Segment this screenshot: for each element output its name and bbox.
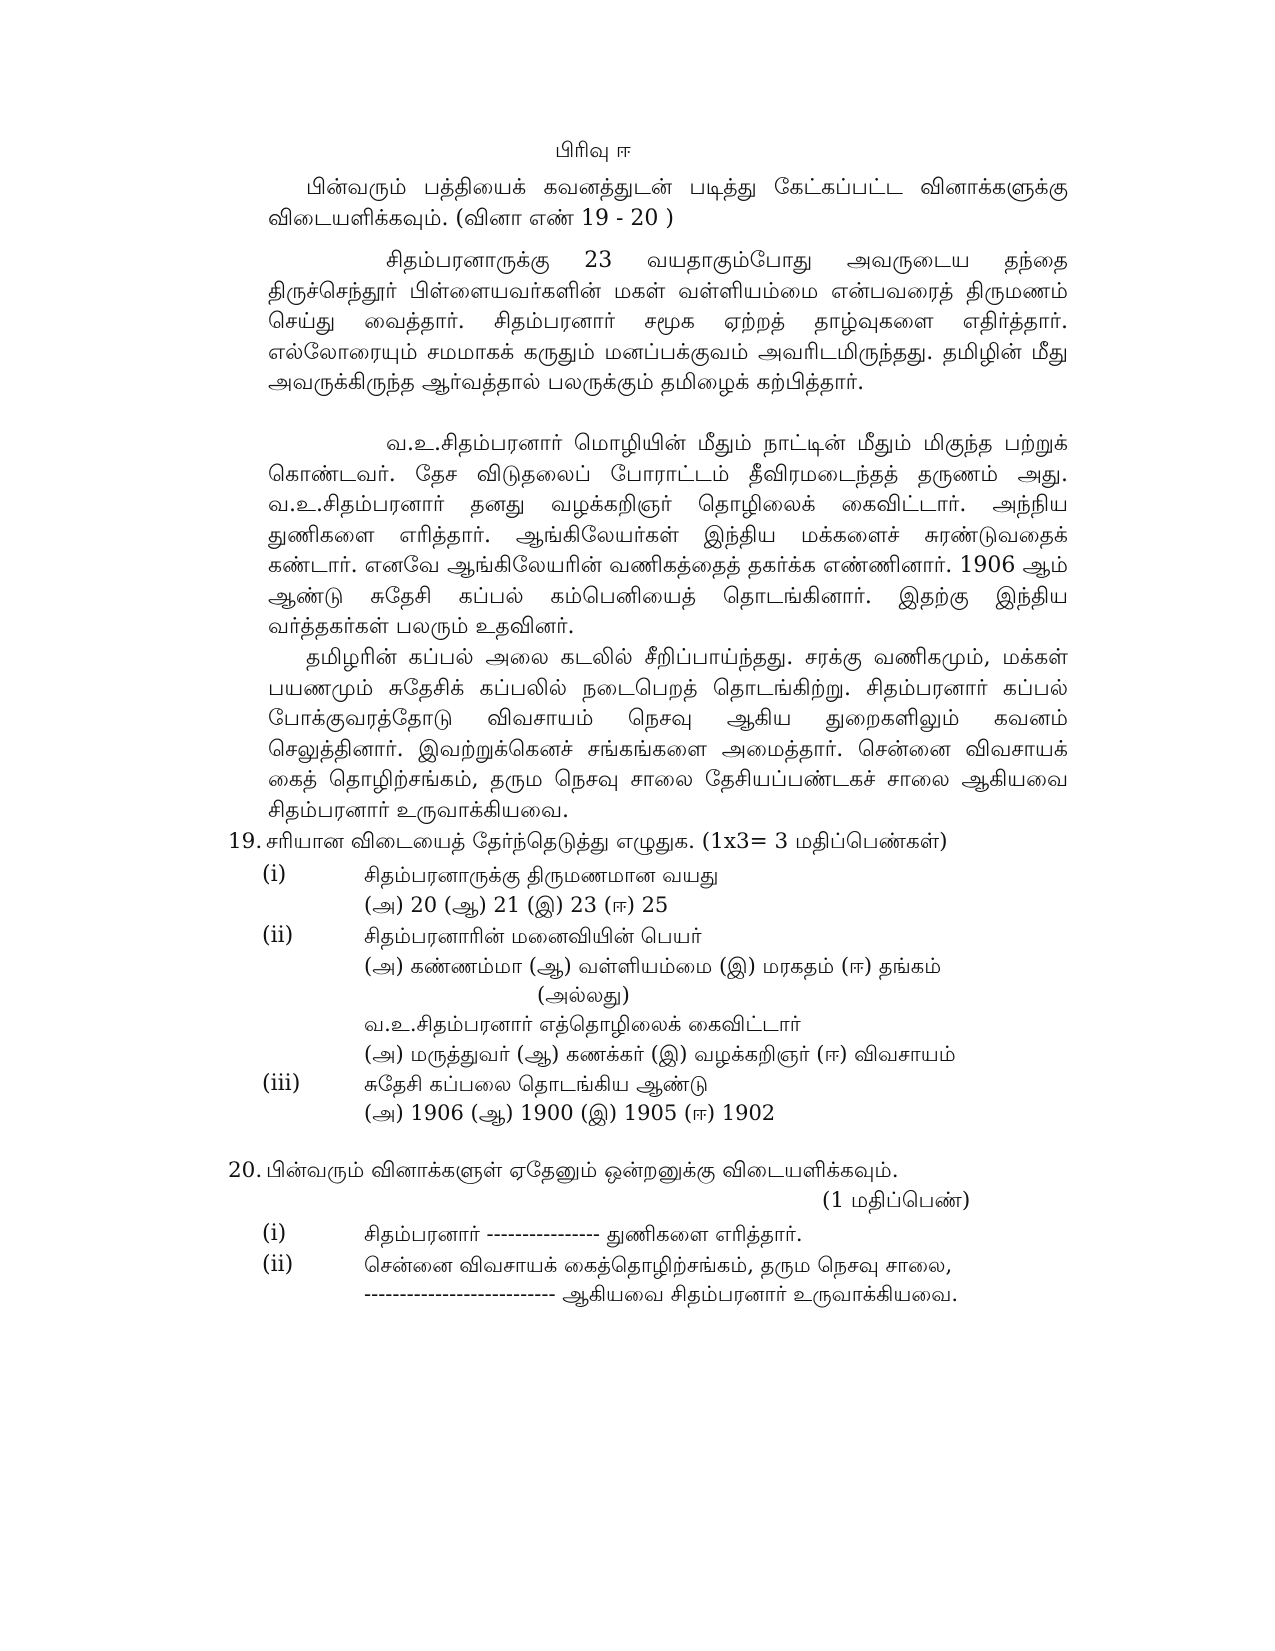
fill-in-blank-continued: --------------------------- ஆகியவை சிதம்பரனார் உருவாக்கியவை. xyxy=(364,1282,959,1306)
item-roman: (ii) xyxy=(262,923,294,948)
item-question: சிதம்பரனாரின் மனைவியின் பெயர் xyxy=(364,924,702,948)
question-number: 19. xyxy=(228,829,263,854)
question-marks: (1 மதிப்பெண்) xyxy=(822,1188,971,1213)
item-options: (அ) 20 (ஆ) 21 (இ) 23 (ஈ) 25 xyxy=(364,893,669,917)
fill-in-blank: சென்னை விவசாயக் கைத்தொழிற்சங்கம், தரும நெசவு சாலை, xyxy=(364,1253,953,1277)
fill-in-blank: சிதம்பரனார் ---------------- துணிகளை எரித்தார். xyxy=(364,1222,803,1246)
item-roman: (iii) xyxy=(262,1071,301,1096)
question-text: பின்வரும் வினாக்களுள் ஏதேனும் ஒன்றனுக்கு விடையளிக்கவும். xyxy=(266,1158,899,1183)
passage-paragraph-2: வ.உ.சிதம்பரனார் மொழியின் மீதும் நாட்டின் மீதும் மிகுந்த பற்றுக் கொண்டவர். தேச விடுதலைப் போராட்டம் தீவிரமடைந்தத் தருணம் அது. வ.உ.சிதம்பரனார் தனது வழக்கறிஞர் தொழிலைக் கைவிட்டார். அந்நிய துணிகளை எரித்தார். ஆங்கிலேயர்கள் இந்திய மக்களைச் சுரண்டுவதைக் கண்டார். எனவே ஆங்கிலேயரின் வணிகத்தைத் தகர்க்க எண்ணினார். 1906 ஆம் ஆண்டு சுதேசி கப்பல் கம்பெனியைத் தொடங்கினார். இதற்கு இந்திய வர்த்தகர்கள் பலரும் உதவினர். xyxy=(268,431,1068,639)
question-number: 20. xyxy=(228,1158,263,1183)
section-title: பிரிவு ஈ xyxy=(555,138,631,162)
item-alt-options: (அ) மருத்துவர் (ஆ) கணக்கர் (இ) வழக்கறிஞர் (ஈ) விவசாயம் xyxy=(364,1042,956,1066)
item-options: (அ) கண்ணம்மா (ஆ) வள்ளியம்மை (இ) மரகதம் (ஈ) தங்கம் xyxy=(364,954,942,978)
passage-paragraph-1: சிதம்பரனாருக்கு 23 வயதாகும்போது அவருடைய தந்தை திருச்செந்தூர் பிள்ளையவர்களின் மகள் வள்ளியம்மை என்பவரைத் திருமணம் செய்து வைத்தார். சிதம்பரனார் சமூக ஏற்றத் தாழ்வுகளை எதிர்த்தார். எல்லோரையும் சமமாகக் கருதும் மனப்பக்குவம் அவரிடமிருந்தது. தமிழின் மீது அவருக்கிருந்த ஆர்வத்தால் பலருக்கும் தமிழைக் கற்பித்தார். xyxy=(268,248,1068,395)
instructions: பின்வரும் பத்தியைக் கவனத்துடன் படித்து கேட்கப்பட்ட வினாக்களுக்கு விடையளிக்கவும். (வினா எண் 19 - 20 ) xyxy=(268,175,1068,231)
question-text: சரியான விடையைத் தேர்ந்தெடுத்து எழுதுக. (1x3= 3 மதிப்பெண்கள்) xyxy=(266,829,948,854)
item-roman: (ii) xyxy=(262,1252,294,1277)
item-roman: (i) xyxy=(262,1221,287,1246)
or-label: (அல்லது) xyxy=(537,983,630,1007)
question-19 xyxy=(228,827,1068,857)
question-20 xyxy=(228,1156,1068,1186)
item-question: சுதேசி கப்பலை தொடங்கிய ஆண்டு xyxy=(364,1072,709,1096)
item-question: சிதம்பரனாருக்கு திருமணமான வயது xyxy=(364,863,719,887)
item-options: (அ) 1906 (ஆ) 1900 (இ) 1905 (ஈ) 1902 xyxy=(364,1101,776,1125)
item-alt-question: வ.உ.சிதம்பரனார் எத்தொழிலைக் கைவிட்டார் xyxy=(364,1012,801,1036)
item-roman: (i) xyxy=(262,862,287,887)
passage-paragraph-3: தமிழரின் கப்பல் அலை கடலில் சீறிப்பாய்ந்தது. சரக்கு வணிகமும், மக்கள் பயணமும் சுதேசிக் கப்பலில் நடைபெறத் தொடங்கிற்று. சிதம்பரனார் கப்பல் போக்குவரத்தோடு விவசாயம் நெசவு ஆகிய துறைகளிலும் கவனம் செலுத்தினார். இவற்றுக்கெனச் சங்கங்களை அமைத்தார். சென்னை விவசாயக் கைத் தொழிற்சங்கம், தரும நெசவு சாலை தேசியப்பண்டகச் சாலை ஆகியவை சிதம்பரனார் உருவாக்கியவை. xyxy=(268,645,1068,823)
